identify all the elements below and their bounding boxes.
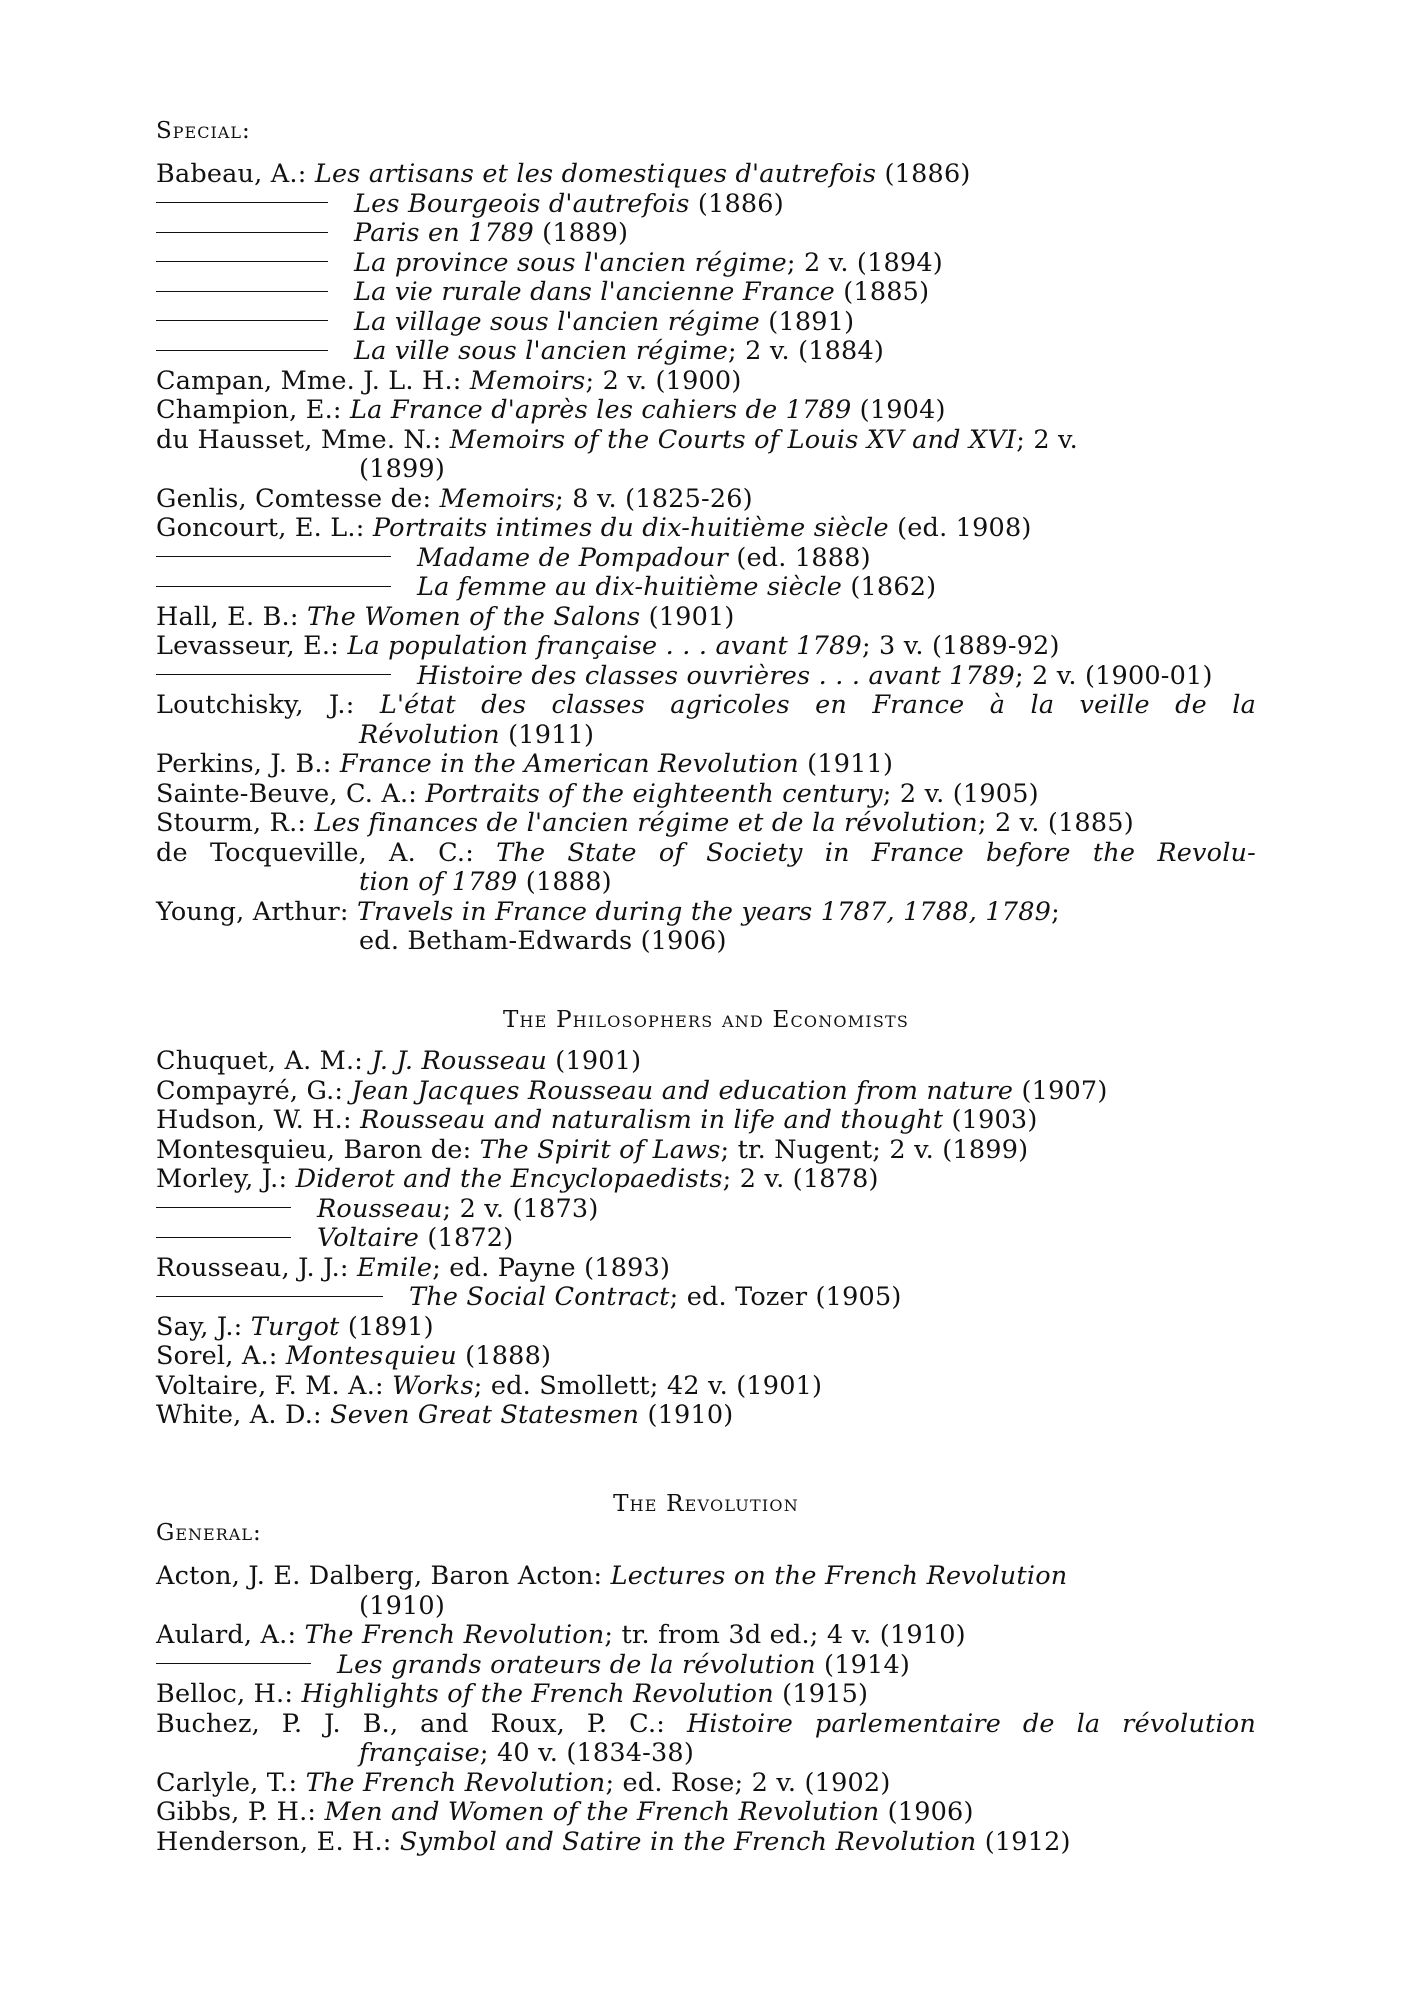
entry-author: Hall, E. B.: bbox=[156, 601, 299, 632]
ditto-dash bbox=[156, 1663, 311, 1664]
entry-title: Memoirs of the Courts of Louis XV and XVI bbox=[449, 424, 1017, 455]
bibliography-entry bbox=[156, 573, 1256, 603]
entry-author: de Tocqueville, A. C.: bbox=[156, 837, 475, 868]
entry-details: ; 2 v. (1905) bbox=[882, 778, 1039, 809]
entry-title-continued: Révolution bbox=[359, 719, 500, 750]
bibliography-entry bbox=[156, 1136, 1256, 1166]
entry-title: Portraits of the eighteenth century bbox=[425, 778, 883, 809]
entry-details: (ed. 1888) bbox=[728, 542, 871, 573]
special-entries bbox=[156, 160, 1256, 957]
bibliography-entry bbox=[156, 1680, 1256, 1710]
ditto-dash bbox=[156, 556, 391, 557]
entry-author: Henderson, E. H.: bbox=[156, 1826, 392, 1857]
entry-details: (1903) bbox=[943, 1105, 1038, 1135]
entry-details: ; tr. from 3d ed.; 4 v. (1910) bbox=[604, 1620, 966, 1650]
entry-details: (1915) bbox=[773, 1679, 869, 1709]
philosophers-heading: The Philosophers and Economists bbox=[502, 1007, 910, 1033]
bibliography-entry bbox=[156, 249, 1256, 279]
entry-author: Acton, J. E. Dalberg, Baron Acton: bbox=[156, 1561, 603, 1591]
bibliography-entry bbox=[156, 1372, 1256, 1402]
entry-details: (1889) bbox=[533, 218, 629, 248]
ditto-dash bbox=[156, 202, 328, 203]
bibliography-entry bbox=[156, 662, 1256, 692]
entry-author: Genlis, Comtesse de: bbox=[156, 483, 432, 514]
philosophers-entries bbox=[156, 1047, 1256, 1431]
entry-author: Compayré, G.: bbox=[156, 1075, 344, 1106]
entry-author: Goncourt, E. L.: bbox=[156, 513, 365, 543]
entry-title: Rousseau and naturalism in life and thought bbox=[360, 1105, 944, 1135]
entry-details: (1885) bbox=[834, 277, 930, 307]
entry-title: The Spirit of Laws bbox=[479, 1134, 721, 1165]
entry-author: White, A. D.: bbox=[156, 1400, 322, 1430]
entry-author: Loutchisky, J.: bbox=[156, 690, 355, 720]
entry-details: (1907) bbox=[1013, 1075, 1108, 1106]
special-label: Special: bbox=[156, 118, 251, 144]
bibliography-entry bbox=[156, 514, 1256, 544]
entry-title: Lectures on the French Revolution bbox=[610, 1561, 1068, 1591]
entry-author: Voltaire, F. M. A.: bbox=[156, 1370, 384, 1401]
bibliography-entry bbox=[156, 780, 1256, 810]
bibliography-entry bbox=[156, 337, 1256, 367]
entry-author: Chuquet, A. M.: bbox=[156, 1046, 364, 1076]
entry-author: Montesquieu, Baron de: bbox=[156, 1134, 472, 1165]
entry-title: La ville sous l'ancien régime bbox=[354, 336, 729, 366]
ditto-dash bbox=[156, 261, 328, 262]
entry-continuation: (1910) bbox=[359, 1590, 445, 1621]
entry-details: (1911) bbox=[798, 749, 894, 779]
entry-title: J. J. Rousseau bbox=[371, 1046, 547, 1076]
entry-details: ; 2 v. (1900) bbox=[585, 365, 742, 396]
entry-details: (1912) bbox=[976, 1826, 1071, 1857]
entry-title: La femme au dix-huitième siècle bbox=[417, 572, 843, 602]
ditto-dash bbox=[156, 232, 328, 233]
bibliography-entry bbox=[156, 1195, 1256, 1225]
entry-details: (1901) bbox=[546, 1046, 642, 1076]
entry-title: The French Revolution bbox=[305, 1767, 606, 1798]
entry-author: Morley, J.: bbox=[156, 1164, 288, 1194]
bibliography-entry bbox=[156, 1769, 1256, 1799]
bibliography-entry bbox=[156, 190, 1256, 220]
entry-title: Montesquieu bbox=[285, 1341, 457, 1371]
bibliography-entry bbox=[156, 632, 1256, 662]
entry-title: The State of Society in France before the Revolu- bbox=[496, 837, 1256, 868]
entry-details: (1904) bbox=[851, 395, 946, 425]
entry-author: Young, Arthur: bbox=[156, 896, 349, 927]
entry-details: ; tr. Nugent; 2 v. (1899) bbox=[720, 1134, 1029, 1165]
bibliography-entry bbox=[156, 1342, 1256, 1372]
entry-details: ; ed. Rose; 2 v. (1902) bbox=[605, 1767, 891, 1798]
entry-author: Gibbs, P. H.: bbox=[156, 1797, 317, 1827]
bibliography-entry bbox=[156, 1798, 1256, 1828]
revolution-entries bbox=[156, 1562, 1256, 1857]
entry-continuation: ed. Betham-Edwards (1906) bbox=[359, 926, 727, 956]
entry-title: France in the American Revolution bbox=[339, 749, 799, 779]
entry-title: Memoirs bbox=[439, 483, 556, 514]
entry-title: Les finances de l'ancien régime et de la révolution bbox=[314, 808, 978, 838]
entry-author: Aulard, A.: bbox=[156, 1620, 297, 1650]
entry-title: Les grands orateurs de la révolution bbox=[337, 1649, 816, 1680]
entry-title: The French Revolution bbox=[304, 1620, 605, 1650]
bibliography-entry bbox=[156, 1283, 1256, 1313]
bibliography-entry bbox=[156, 898, 1256, 928]
entry-title: Works bbox=[392, 1370, 474, 1401]
entry-title: La population française . . . avant 1789 bbox=[347, 631, 862, 661]
entry-title: Les artisans et les domestiques d'autrefois bbox=[314, 159, 877, 189]
bibliography-entry bbox=[156, 1254, 1256, 1284]
bibliography-entry bbox=[156, 1313, 1256, 1343]
entry-author: Stourm, R.: bbox=[156, 808, 307, 838]
entry-author: Say, J.: bbox=[156, 1311, 243, 1342]
bibliography-entry bbox=[156, 603, 1256, 633]
entry-title: The Social Contract bbox=[409, 1282, 670, 1312]
entry-details: ; 2 v. (1878) bbox=[722, 1164, 879, 1194]
bibliography-entry bbox=[156, 1651, 1256, 1681]
bibliography-entry bbox=[156, 1562, 1256, 1592]
bibliography-entry bbox=[156, 750, 1256, 780]
bibliography-entry bbox=[156, 1047, 1256, 1077]
entry-details: (1906) bbox=[879, 1797, 974, 1827]
entry-continuation bbox=[156, 868, 1256, 898]
entry-details: ; 8 v. (1825-26) bbox=[555, 483, 753, 514]
bibliography-entry bbox=[156, 1106, 1256, 1136]
entry-title: Madame de Pompadour bbox=[417, 542, 729, 573]
entry-title: Men and Women of the French Revolution bbox=[324, 1797, 880, 1827]
entry-title-continued: tion of 1789 bbox=[359, 867, 518, 897]
entry-details: ; 2 v. (1900-01) bbox=[1014, 660, 1213, 691]
entry-author: Hudson, W. H.: bbox=[156, 1105, 352, 1135]
entry-author: Sorel, A.: bbox=[156, 1341, 278, 1371]
entry-details: (1891) bbox=[759, 306, 855, 337]
entry-title: Memoirs bbox=[469, 365, 586, 396]
entry-title: Voltaire bbox=[317, 1223, 420, 1253]
entry-details: (1914) bbox=[815, 1649, 911, 1680]
revolution-heading: The Revolution bbox=[613, 1491, 799, 1517]
entry-author: Perkins, J. B.: bbox=[156, 749, 332, 779]
general-label: General: bbox=[156, 1520, 262, 1546]
ditto-dash bbox=[156, 1207, 291, 1208]
ditto-dash bbox=[156, 320, 328, 321]
entry-title: Diderot and the Encyclopaedists bbox=[295, 1164, 723, 1194]
entry-details: (ed. 1908) bbox=[888, 513, 1032, 543]
entry-details: ; 2 v. (1884) bbox=[728, 336, 885, 366]
bibliography-entry bbox=[156, 544, 1256, 574]
entry-title: Seven Great Statesmen bbox=[330, 1400, 640, 1430]
entry-details: ; 2 v. bbox=[1016, 424, 1078, 455]
entry-title: Turgot bbox=[250, 1311, 340, 1342]
entry-title: La province sous l'ancien régime bbox=[354, 247, 787, 278]
entry-details: ; 2 v. (1885) bbox=[977, 808, 1134, 838]
entry-details: ; ed. Smollett; 42 v. (1901) bbox=[473, 1370, 823, 1401]
entry-author: Rousseau, J. J.: bbox=[156, 1252, 349, 1283]
bibliography-entry bbox=[156, 308, 1256, 338]
entry-details: (1886) bbox=[876, 159, 971, 189]
special-section bbox=[156, 117, 1256, 147]
entry-title: Highlights of the French Revolution bbox=[301, 1679, 774, 1709]
entry-title: Portraits intimes du dix-huitième siècle bbox=[372, 513, 889, 543]
entry-details: ; 2 v. (1894) bbox=[786, 247, 943, 278]
entry-author: Sainte-Beuve, C. A.: bbox=[156, 778, 418, 809]
entry-details: (1862) bbox=[842, 572, 937, 602]
entry-author: Belloc, H.: bbox=[156, 1679, 294, 1709]
entry-author: Buchez, P. J. B., and Roux, P. C.: bbox=[156, 1708, 666, 1739]
entry-title: Jean Jacques Rousseau and education from nature bbox=[351, 1075, 1014, 1106]
entry-details: (1872) bbox=[419, 1223, 514, 1253]
ditto-dash bbox=[156, 350, 328, 351]
entry-title: La vie rurale dans l'ancienne France bbox=[354, 277, 835, 307]
bibliography-entry bbox=[156, 160, 1256, 190]
bibliography-entry bbox=[156, 1224, 1256, 1254]
entry-title: Histoire parlementaire de la révolution bbox=[686, 1708, 1256, 1739]
bibliography-entry bbox=[156, 809, 1256, 839]
bibliography-entry bbox=[156, 1710, 1256, 1740]
entry-details: (1891) bbox=[339, 1311, 434, 1342]
entry-author: Campan, Mme. J. L. H.: bbox=[156, 365, 462, 396]
entry-title: Histoire des classes ouvrières . . . avant 1789 bbox=[417, 660, 1015, 691]
entry-details: ; ed. Tozer (1905) bbox=[669, 1282, 902, 1312]
entry-continuation: (1899) bbox=[359, 454, 445, 484]
entry-author: Levasseur, E.: bbox=[156, 631, 340, 661]
entry-details: (1901) bbox=[640, 601, 735, 632]
entry-title: Emile bbox=[356, 1252, 433, 1283]
ditto-dash bbox=[156, 586, 391, 587]
revolution-section bbox=[156, 1519, 1256, 1549]
entry-details: (1888) bbox=[517, 867, 612, 897]
bibliography-entry bbox=[156, 278, 1256, 308]
entry-details: (1910) bbox=[639, 1400, 734, 1430]
entry-title: Rousseau bbox=[317, 1193, 443, 1224]
bibliography-entry bbox=[156, 396, 1256, 426]
entry-title: Paris en 1789 bbox=[354, 218, 534, 248]
entry-continuation bbox=[156, 721, 1256, 751]
entry-continuation bbox=[156, 1739, 1256, 1769]
bibliography-entry bbox=[156, 219, 1256, 249]
entry-author: du Hausset, Mme. N.: bbox=[156, 424, 442, 455]
ditto-dash bbox=[156, 291, 328, 292]
entry-details: ; bbox=[1051, 896, 1060, 927]
entry-details: ; ed. Payne (1893) bbox=[432, 1252, 671, 1283]
bibliography-entry bbox=[156, 367, 1256, 397]
entry-details: ; 2 v. (1873) bbox=[442, 1193, 599, 1224]
bibliography-entry bbox=[156, 426, 1256, 456]
entry-title: La village sous l'ancien régime bbox=[354, 306, 760, 337]
entry-details: ; 3 v. (1889-92) bbox=[861, 631, 1060, 661]
entry-title: Travels in France during the years 1787, 1788, 1789 bbox=[356, 896, 1052, 927]
entry-details: (1911) bbox=[499, 719, 595, 750]
bibliography-entry bbox=[156, 1828, 1256, 1858]
entry-author: Champion, E.: bbox=[156, 395, 342, 425]
ditto-dash bbox=[156, 1237, 291, 1238]
bibliography-entry bbox=[156, 485, 1256, 515]
bibliography-entry bbox=[156, 1077, 1256, 1107]
ditto-dash bbox=[156, 674, 391, 675]
entry-author: Carlyle, T.: bbox=[156, 1767, 298, 1798]
entry-details: (1886) bbox=[689, 188, 784, 219]
entry-title: L'état des classes agricoles en France à la veille de la bbox=[379, 690, 1256, 720]
entry-details: (1888) bbox=[456, 1341, 552, 1371]
entry-title: Symbol and Satire in the French Revolution bbox=[399, 1826, 977, 1857]
ditto-dash bbox=[156, 1296, 383, 1297]
entry-title-continued: française bbox=[359, 1738, 480, 1768]
entry-details: ; 40 v. (1834-38) bbox=[479, 1738, 694, 1768]
bibliography-entry bbox=[156, 1165, 1256, 1195]
bibliography-entry bbox=[156, 1621, 1256, 1651]
entry-title: Les Bourgeois d'autrefois bbox=[354, 188, 690, 219]
bibliography-entry bbox=[156, 1401, 1256, 1431]
entry-title: La France d'après les cahiers de 1789 bbox=[350, 395, 852, 425]
entry-author: Babeau, A.: bbox=[156, 159, 307, 189]
entry-title: The Women of the Salons bbox=[306, 601, 641, 632]
bibliography-entry bbox=[156, 691, 1256, 721]
bibliography-entry bbox=[156, 839, 1256, 869]
